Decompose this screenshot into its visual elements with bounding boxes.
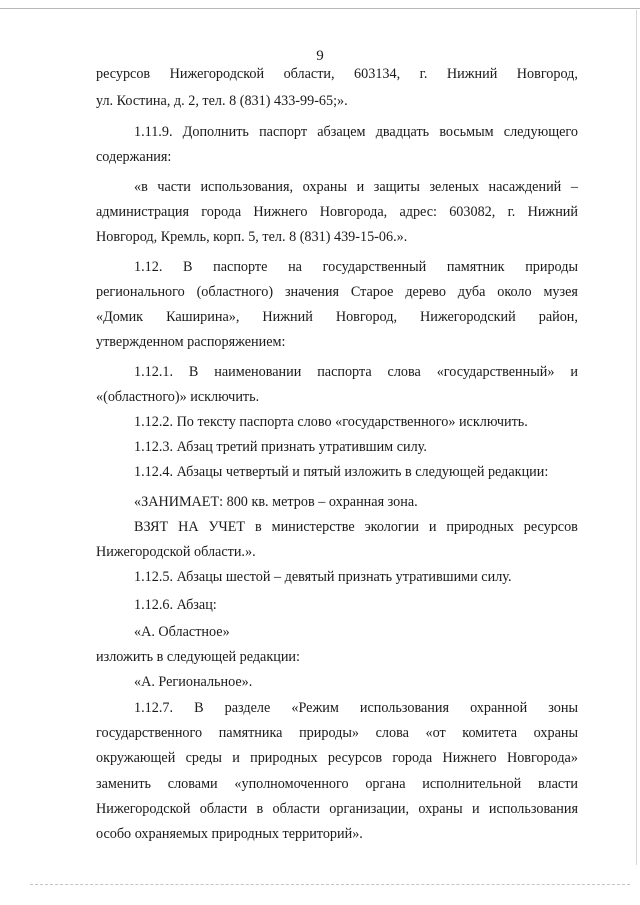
text-line: «А. Областное» (134, 624, 230, 640)
text-line: содержания: (96, 149, 172, 165)
scan-edge-right (636, 10, 637, 865)
text-line: утвержденном распоряжением: (96, 334, 286, 350)
text-line: окружающей среды и природных ресурсов города Нижнего Новгорода» (96, 750, 578, 766)
text-line: 1.12.7. В разделе «Режим использования охранной зоны (134, 700, 578, 716)
text-line: 1.12.1. В наименовании паспорта слова «государственный» и (134, 364, 578, 380)
scan-edge-bottom (30, 884, 630, 886)
text-line: «(областного)» исключить. (96, 389, 260, 405)
text-line: 1.12.2. По тексту паспорта слово «государственного» исключить. (134, 414, 528, 430)
text-line: «в части использования, охраны и защиты зеленых насаждений – (134, 179, 578, 195)
text-line: «Домик Каширина», Нижний Новгород, Нижегородский район, (96, 309, 578, 325)
text-line: Новгород, Кремль, корп. 5, тел. 8 (831) 439-15-06.». (96, 229, 408, 245)
text-line: особо охраняемых природных территорий». (96, 826, 363, 842)
text-line: администрация города Нижнего Новгорода, адрес: 603082, г. Нижний (96, 204, 578, 220)
text-line: 1.12.5. Абзацы шестой – девятый признать утратившими силу. (134, 569, 512, 585)
text-line: «ЗАНИМАЕТ: 800 кв. метров – охранная зона. (134, 494, 418, 510)
scan-edge-top (0, 8, 640, 9)
text-line: 1.12.4. Абзацы четвертый и пятый изложить в следующей редакции: (134, 464, 549, 480)
text-line: ул. Костина, д. 2, тел. 8 (831) 433-99-65;». (96, 93, 348, 109)
text-line: «А. Региональное». (134, 674, 253, 690)
text-line: Нижегородской области.». (96, 544, 256, 560)
text-line: 1.11.9. Дополнить паспорт абзацем двадцать восьмым следующего (134, 124, 578, 140)
text-line: 1.12.6. Абзац: (134, 597, 217, 613)
text-line: ВЗЯТ НА УЧЕТ в министерстве экологии и природных ресурсов (134, 519, 578, 535)
text-line: изложить в следующей редакции: (96, 649, 300, 665)
text-line: заменить словами «уполномоченного органа исполнительной власти (96, 776, 578, 792)
text-line: государственного памятника природы» слова «от комитета охраны (96, 725, 578, 741)
text-line: 1.12.3. Абзац третий признать утратившим силу. (134, 439, 427, 455)
text-line: ресурсов Нижегородской области, 603134, г. Нижний Новгород, (96, 66, 578, 82)
text-line: Нижегородской области в области организации, охраны и использования (96, 801, 578, 817)
text-line: 1.12. В паспорте на государственный памятник природы (134, 259, 578, 275)
text-line: регионального (областного) значения Старое дерево дуба около музея (96, 284, 578, 300)
page-number: 9 (316, 48, 324, 64)
